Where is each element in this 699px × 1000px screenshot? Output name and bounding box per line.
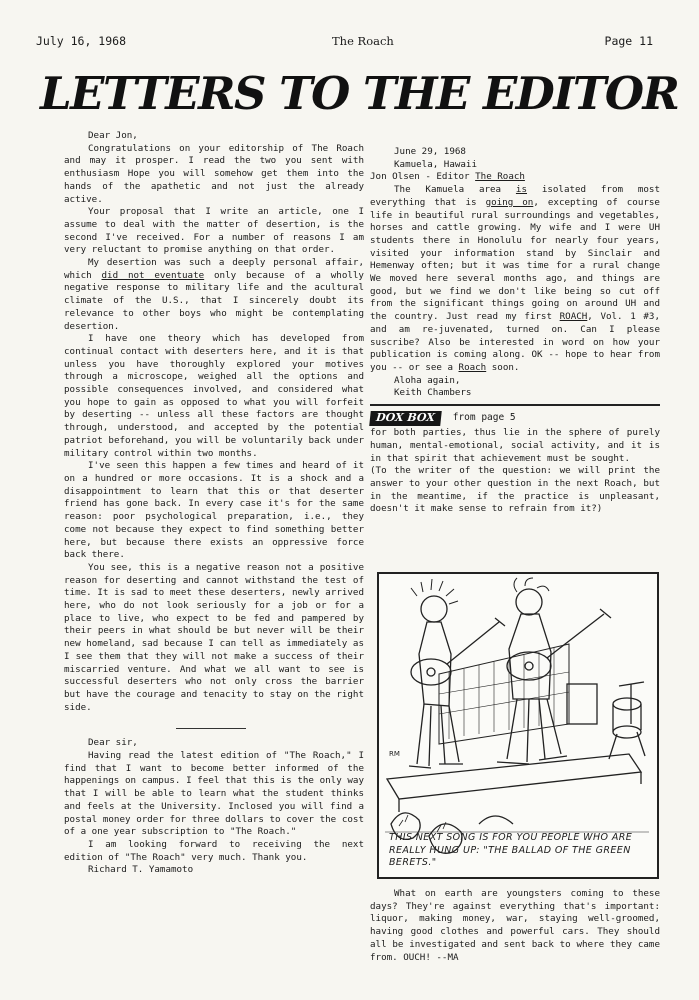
letter3-addressee: Jon Olsen - Editor The Roach	[370, 171, 525, 183]
letter1-paragraph: My desertion was such a deeply personal affair, which did not eventuate only because of a wholly negative response to military life and the acultural climate of the U.S., that I sincerely doubt its relevance to other boys who might be contemplating desertion.	[64, 257, 364, 332]
letter1-paragraph: I have one theory which has developed from continual contact with deserters here, and it is that unless you have thoroughly explored your motives through a microscope, weighed all the options and possible consequences involved, and considered what you hope to gain as opposed to what you will forfeit by deserting -- unless all these factors are thought through, understood, and accepted by the potential patriot beforehand, you will be voluntarily back under military control within two months.	[64, 333, 364, 459]
letter-divider	[176, 728, 246, 729]
letter2-paragraph: Having read the latest edition of "The Roach," I find that I want to become better informed of the happenings on campus. I feel that this is the only way that I will be able to learn what the student thinks and feels at the University. Inclosed you will find a postal money order for three dollars to cover the cost of a one year subscription to "The Roach."	[64, 750, 364, 838]
dox-box-note: (To the writer of the question: we will print the answer to your other question in the next Roach, but in the meantime, if the practice is unpleasant, doesn't it make sense to refrain from it?)	[370, 465, 660, 515]
letter3-signature: Keith Chambers	[394, 387, 472, 399]
closing-paragraph: What on earth are youngsters coming to these days? They're against everything that's important: liquor, making money, war, staying well-groomed, having good clothes and powerful cars. They should all be investigated and sent back to where they came from. OUCH! --MA	[370, 888, 660, 963]
letter2-paragraph: I am looking forward to receiving the next edition of "The Roach" very much. Thank you.	[64, 838, 364, 863]
cartoon-caption: THIS NEXT SONG IS FOR YOU PEOPLE WHO ARE REALLY HUNG UP: "THE BALLAD OF THE GREEN BERETS."	[389, 832, 633, 868]
right-column	[370, 146, 660, 516]
letter1-paragraph: Your proposal that I write an article, one I assume to deal with the matter of desertion, is the second I've received. For a number of reasons I am very reluctant to promise anything on that order.	[64, 206, 364, 256]
left-column	[64, 130, 364, 877]
letter3-date: June 29, 1968	[394, 146, 466, 157]
underlined-text: did not eventuate	[101, 269, 205, 281]
dox-box-header	[370, 411, 660, 426]
letter3-body: The Kamuela area is isolated from most everything that is going on, excepting of course life in beautiful rural surroundings and vegetables, horses and cattle growing. My wife and I were UH students there in Honolulu for nearly four years, visited your information stand by Sinclair and Hemenway often; but it was time for a rural change We moved here several months ago, and things are good, but we find we don't like being so cut off from the significant things going on around UH and the country. Just read my first ROACH, Vol. 1 #3, and am re-juvenated, turned on. Can I please suscribe? Also be interested in word on how your publication is coming along. OK -- hope to hear from you -- or see a Roach soon.	[370, 184, 660, 373]
cartoon-initials: RM	[389, 750, 400, 758]
letter1-paragraph: I've seen this happen a few times and heard of it on a hundred or more occasions. It is a shock and a disappointment to learn that this or that deserter friend has gone back. In every case it's for the same reason: poor psychological preparation, i.e., they come not because they expect to find something better here, but because there exists an oppressive force back there.	[64, 460, 364, 561]
header-page-number: Page 11	[604, 34, 653, 48]
letter3-place: Kamuela, Hawaii	[394, 158, 477, 170]
masthead-title: LETTERS TO THE EDITOR	[40, 67, 679, 120]
cartoon-panel	[377, 572, 659, 879]
closing-note	[370, 888, 660, 964]
dox-box-text: for both parties, thus lie in the sphere of purely human, mental-emotional, social activity, and it is in that spirit that achievement must be sought.	[370, 427, 660, 464]
letter2-signature: Richard T. Yamamoto	[88, 864, 194, 876]
section-divider	[370, 404, 660, 406]
header-publication: The Roach	[332, 34, 394, 48]
letter1-paragraph: You see, this is a negative reason not a positive reason for deserting and cannot withstand the test of time. It is sad to meet these deserters, newly arrived here, who do not look seriously for a job or for a place to live, who expect to be fed and pampered by their peers in what should be but never will be their new homeland, sad because I can tell as immediately as I see them that they will not make a success of their miscarried venture. And what we all want to see is successful deserters who not only cross the barrier but have the courage and tenacity to stay on the right side.	[64, 561, 364, 713]
letter1-greeting: Dear Jon,	[88, 130, 138, 141]
header-date: July 16, 1968	[36, 34, 127, 48]
dox-box-continued-from: from page 5	[452, 411, 516, 423]
letter1-paragraph: Congratulations on your editorship of The Roach and may it prosper. I read the two you sent with enthusiasm Hope you will somehow get them into the hands of the apathetic and not just the already active.	[64, 142, 364, 205]
letter2-greeting: Dear sir,	[88, 737, 138, 749]
letter3-signoff: Aloha again,	[394, 374, 461, 386]
dox-box-logo: DOX BOX	[369, 411, 441, 426]
